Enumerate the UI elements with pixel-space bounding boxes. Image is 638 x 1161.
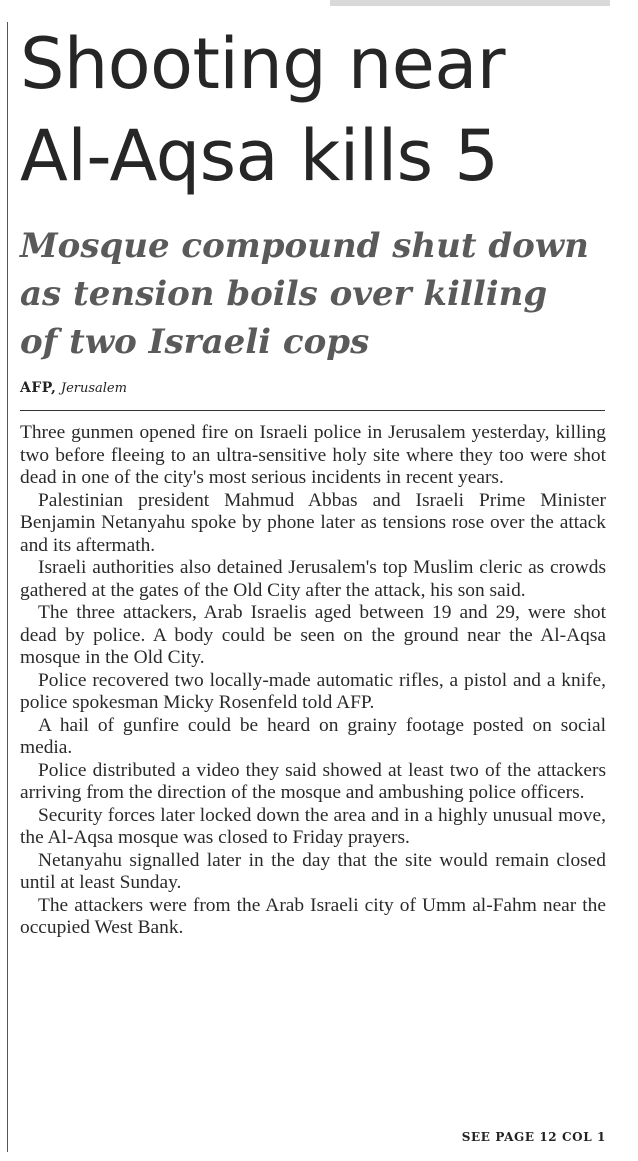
top-edge-shading: [330, 0, 610, 6]
continued-on-page: SEE PAGE 12 COL 1: [461, 1130, 606, 1144]
byline-agency: AFP,: [20, 380, 57, 396]
headline-line-2: Al-Aqsa kills 5: [20, 115, 499, 197]
headline: [20, 18, 630, 202]
article-paragraph: Police distributed a video they said showed at least two of the attackers arriving from the direction of the mosque and ambushing police officers.: [20, 759, 606, 803]
article-paragraph: Police recovered two locally-made automatic rifles, a pistol and a knife, police spokesman Micky Rosenfeld told AFP.: [20, 669, 606, 713]
byline-location: Jerusalem: [60, 381, 127, 396]
article-paragraph: The attackers were from the Arab Israeli city of Umm al-Fahm near the occupied West Bank.: [20, 894, 606, 938]
article-paragraph: Israeli authorities also detained Jerusalem's top Muslim cleric as crowds gathered at the gates of the Old City after the attack, his son said.: [20, 557, 606, 601]
article-paragraph: A hail of gunfire could be heard on grainy footage posted on social media.: [20, 714, 606, 758]
byline-divider: [20, 410, 605, 411]
column-rule: [7, 22, 8, 1152]
subhead-line-1: Mosque compound shut down: [20, 226, 589, 266]
article-paragraph: Three gunmen opened fire on Israeli police in Jerusalem yesterday, killing two before fleeing to an ultra-sensitive holy site where they too were shot dead in one of the city's most serious incidents in recent years.: [20, 422, 606, 488]
headline-line-1: Shooting near: [20, 23, 506, 105]
article-paragraph: Security forces later locked down the area and in a highly unusual move, the Al-Aqsa mosque was closed to Friday prayers.: [20, 804, 606, 848]
article-paragraph: Palestinian president Mahmud Abbas and Israeli Prime Minister Benjamin Netanyahu spoke by phone later as tensions rose over the attack and its aftermath.: [20, 489, 606, 556]
article-body: [20, 422, 606, 940]
byline: [20, 380, 127, 396]
article-paragraph: The three attackers, Arab Israelis aged between 19 and 29, were shot dead by police. A body could be seen on the ground near the Al-Aqsa mosque in the Old City.: [20, 602, 606, 668]
subhead-line-2: as tension boils over killing: [20, 274, 548, 314]
article-paragraph: Netanyahu signalled later in the day that the site would remain closed until at least Sunday.: [20, 849, 606, 893]
subhead-line-3: of two Israeli cops: [20, 322, 370, 362]
subheadline: [20, 222, 620, 366]
